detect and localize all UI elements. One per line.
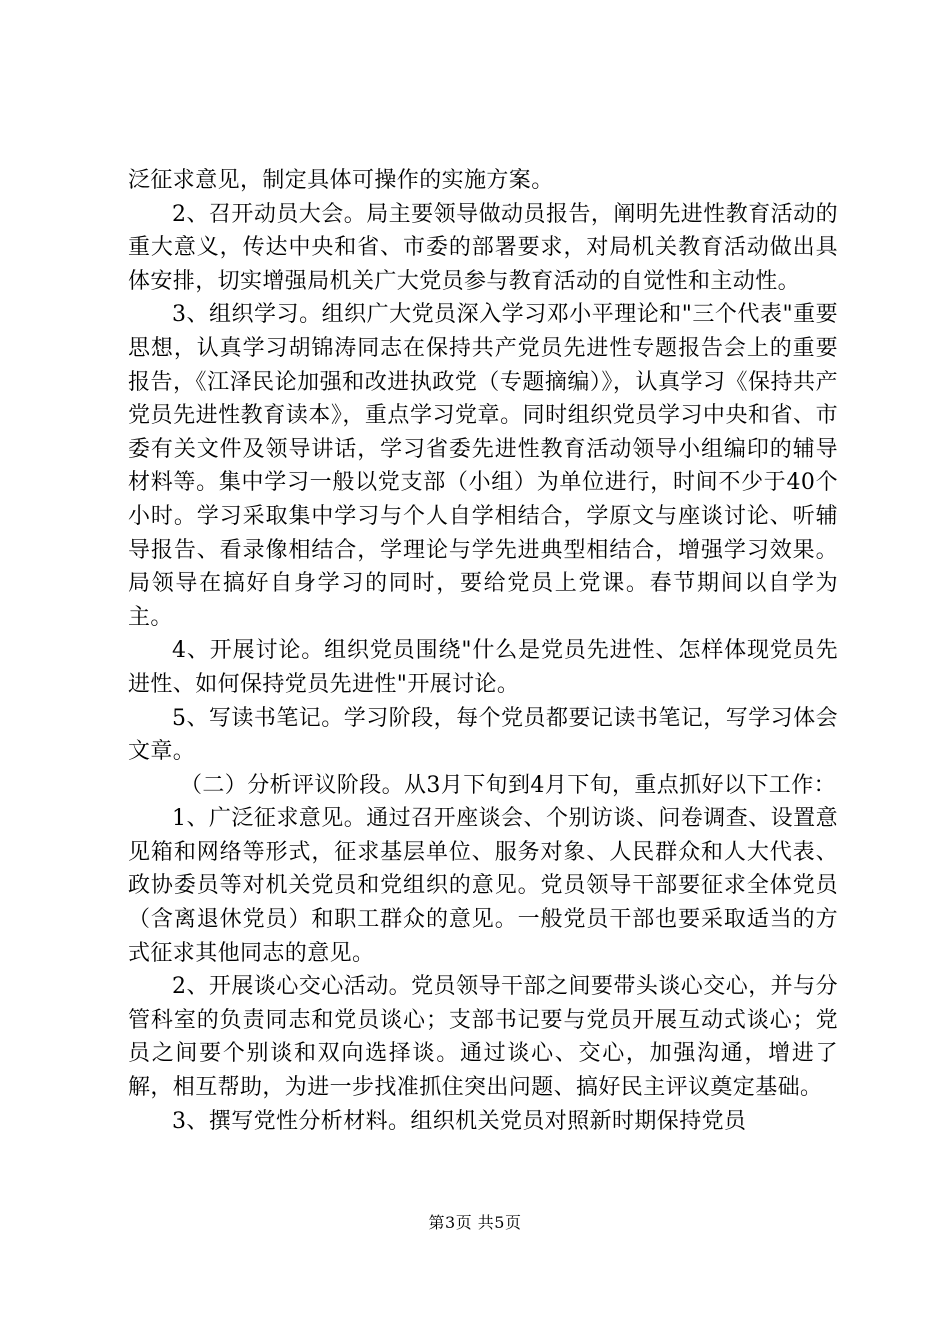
document-body <box>128 164 838 1138</box>
paragraph-continuation: 泛征求意见，制定具体可操作的实施方案。 <box>128 168 554 193</box>
paragraph-organize-study: 3、组织学习。组织广大党员深入学习邓小平理论和"三个代表"重要思想，认真学习胡锦涛同志在保持共产党员先进性专题报告会上的重要报告，《江泽民论加强和改进执政党（专题摘编）》，认真学习《保持共产党员先进性教育读本》，重点学习党章。同时组织党员学习中央和省、市委有关文件及领导讲话，学习省委先进性教育活动领导小组编印的辅导材料等。集中学习一般以党支部（小组）为单位进行，时间不少于40个小时。学习采取集中学习与个人自学相结合，学原文与座谈讨论、听辅导报告、看录像相结合，学理论与学先进典型相结合，增强学习效果。局领导在搞好自身学习的同时，要给党员上党课。春节期间以自学为主。 <box>128 302 838 630</box>
paragraph-mobilization-meeting: 2、召开动员大会。局主要领导做动员报告，阐明先进性教育活动的重大意义，传达中央和省、市委的部署要求，对局机关教育活动做出具体安排，切实增强局机关广大党员参与教育活动的自觉性和主动性。 <box>128 201 838 294</box>
paragraph-discussion: 4、开展讨论。组织党员围绕"什么是党员先进性、怎样体现党员先进性、如何保持党员先进性"开展讨论。 <box>128 638 838 697</box>
paragraph-party-analysis-material: 3、撰写党性分析材料。组织机关党员对照新时期保持党员 <box>172 1108 747 1134</box>
paragraph-reading-notes: 5、写读书笔记。学习阶段，每个党员都要记读书笔记，写学习体会文章。 <box>128 705 838 765</box>
paragraph-heart-to-heart-talks: 2、开展谈心交心活动。党员领导干部之间要带头谈心交心，并与分管科室的负责同志和党员谈心；支部书记要与党员开展互动式谈心；党员之间要个别谈和双向选择谈。通过谈心、交心，加强沟通，增进了解，相互帮助，为进一步找准抓住突出问题、搞好民主评议奠定基础。 <box>128 974 838 1101</box>
page-number-footer: 第3页 共5页 <box>428 1213 522 1232</box>
section-heading-analysis-stage: （二）分析评议阶段。从3月下旬到4月下旬，重点抓好以下工作： <box>180 772 836 798</box>
paragraph-solicit-opinions: 1、广泛征求意见。通过召开座谈会、个别访谈、问卷调查、设置意见箱和网络等形式，征求基层单位、服务对象、人民群众和人大代表、政协委员等对机关党员和党组织的意见。党员领导干部要征求全体党员（含离退休党员）和职工群众的意见。一般党员干部也要采取适当的方式征求其他同志的意见。 <box>128 806 838 966</box>
